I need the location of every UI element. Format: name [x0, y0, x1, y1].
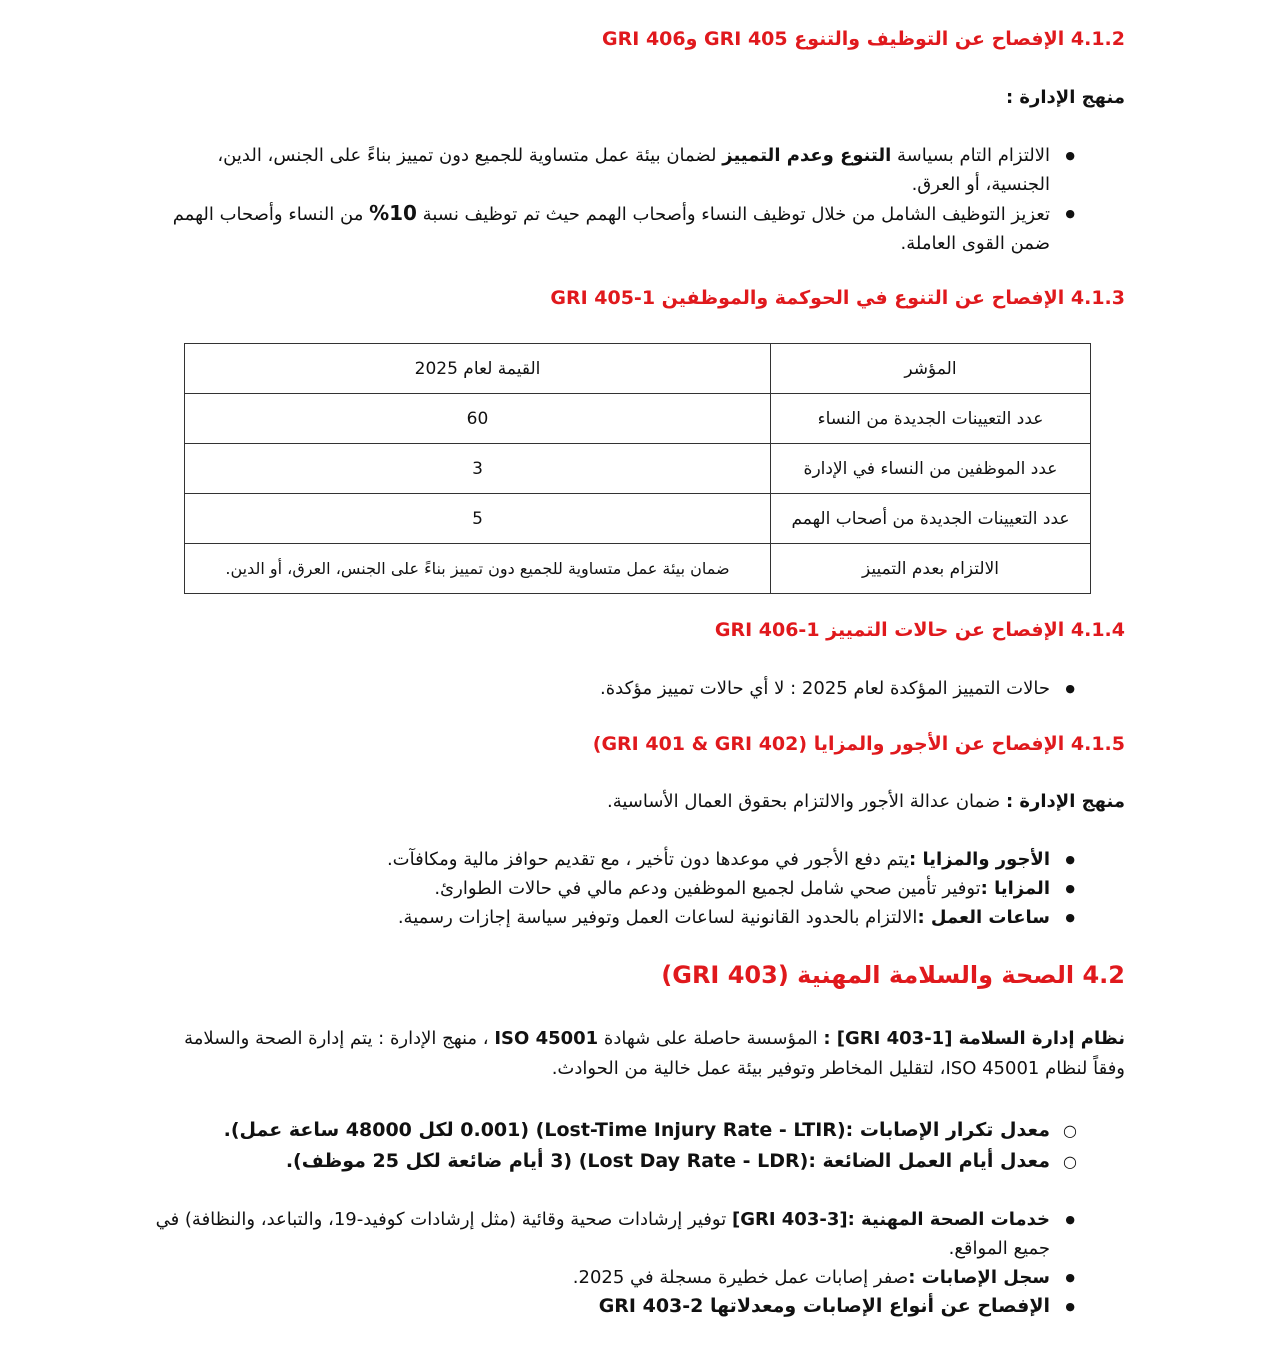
- management-approach-label: منهج الإدارة :: [1005, 87, 1125, 108]
- section-4-1-3-heading: 4.1.3 الإفصاح عن التنوع في الحوكمة والموظفين GRI 405-1: [550, 287, 1125, 309]
- section-4-1-5-heading: 4.1.5 الإفصاح عن الأجور والمزايا (GRI 401 & GRI 402): [592, 733, 1125, 755]
- section-4-1-2-bullets: [150, 141, 1125, 258]
- list-item: ● المزايا :توفير تأمين صحي شامل لجميع الموظفين ودعم مالي في حالات الطوارئ.: [150, 874, 1125, 903]
- list-item: ○ معدل تكرار الإصابات :(Lost-Time Injury Rate - LTIR) (0.001 لكل 48000 ساعة عمل).: [150, 1115, 1125, 1146]
- table-cell: ضمان بيئة عمل متساوية للجميع دون تمييز بناءً على الجنس، العرق، أو الدين.: [185, 544, 771, 594]
- safety-system-paragraph: نظام إدارة السلامة [GRI 403-1] : المؤسسة حاصلة على شهادة ISO 45001 ، منهج الإدارة : يتم إدارة الصحة والسلامة وفقاً لنظام ISO 45001، لتقليل المخاطر وتوفير بيئة عمل خالية من الحوادث.: [184, 1028, 1125, 1079]
- list-item: ● الإفصاح عن أنواع الإصابات ومعدلاتها GRI 403-2: [150, 1292, 1125, 1321]
- table-row: [185, 444, 1091, 494]
- section-4-1-4-bullets: [150, 674, 1125, 703]
- section-4-1-5-bullets: [150, 845, 1125, 932]
- wages-approach: منهج الإدارة : ضمان عدالة الأجور والالتزام بحقوق العمال الأساسية.: [606, 791, 1125, 812]
- table-row: [185, 544, 1091, 594]
- list-item: ● الالتزام التام بسياسة التنوع وعدم التمييز لضمان بيئة عمل متساوية للجميع دون تمييز بناءً على الجنس، الدين، الجنسية، أو العرق.: [150, 141, 1125, 199]
- table-cell: عدد التعيينات الجديدة من النساء: [771, 394, 1091, 444]
- table-cell: الالتزام بعدم التمييز: [771, 544, 1091, 594]
- table-header-value: القيمة لعام 2025: [185, 344, 771, 394]
- table-header-indicator: المؤشر: [771, 344, 1091, 394]
- table-cell: عدد الموظفين من النساء في الإدارة: [771, 444, 1091, 494]
- section-4-2-heading: 4.2 الصحة والسلامة المهنية (GRI 403): [661, 961, 1125, 989]
- list-item: ● تعزيز التوظيف الشامل من خلال توظيف النساء وأصحاب الهمم حيث تم توظيف نسبة 10% من النساء وأصحاب الهمم ضمن القوى العاملة.: [150, 199, 1125, 258]
- list-item: ○ معدل أيام العمل الضائعة :(Lost Day Rate - LDR) (3 أيام ضائعة لكل 25 موظف).: [150, 1146, 1125, 1177]
- list-item: ● خدمات الصحة المهنية :[GRI 403-3] توفير إرشادات صحية وقائية (مثل إرشادات كوفيد-19، والتباعد، والنظافة) في جميع المواقع.: [150, 1205, 1125, 1263]
- table-cell: 5: [185, 494, 771, 544]
- table-header-row: [185, 344, 1091, 394]
- injury-rates-list: [150, 1115, 1125, 1177]
- diversity-table: [184, 343, 1091, 594]
- list-item: ● حالات التمييز المؤكدة لعام 2025 : لا أي حالات تمييز مؤكدة.: [150, 674, 1125, 703]
- section-4-1-4-heading: 4.1.4 الإفصاح عن حالات التمييز GRI 406-1: [714, 619, 1125, 641]
- table-cell: 60: [185, 394, 771, 444]
- list-item: ● سجل الإصابات :صفر إصابات عمل خطيرة مسجلة في 2025.: [150, 1263, 1125, 1292]
- table-row: [185, 394, 1091, 444]
- table-row: [185, 494, 1091, 544]
- table-cell: عدد التعيينات الجديدة من أصحاب الهمم: [771, 494, 1091, 544]
- list-item: ● ساعات العمل :الالتزام بالحدود القانونية لساعات العمل وتوفير سياسة إجازات رسمية.: [150, 903, 1125, 932]
- section-4-2-bullets: [150, 1205, 1125, 1321]
- section-4-1-2-heading: 4.1.2 الإفصاح عن التوظيف والتنوع GRI 405 وGRI 406: [602, 28, 1125, 50]
- list-item: ● الأجور والمزايا :يتم دفع الأجور في موعدها دون تأخير ، مع تقديم حوافز مالية ومكافآت.: [150, 845, 1125, 874]
- table-cell: 3: [185, 444, 771, 494]
